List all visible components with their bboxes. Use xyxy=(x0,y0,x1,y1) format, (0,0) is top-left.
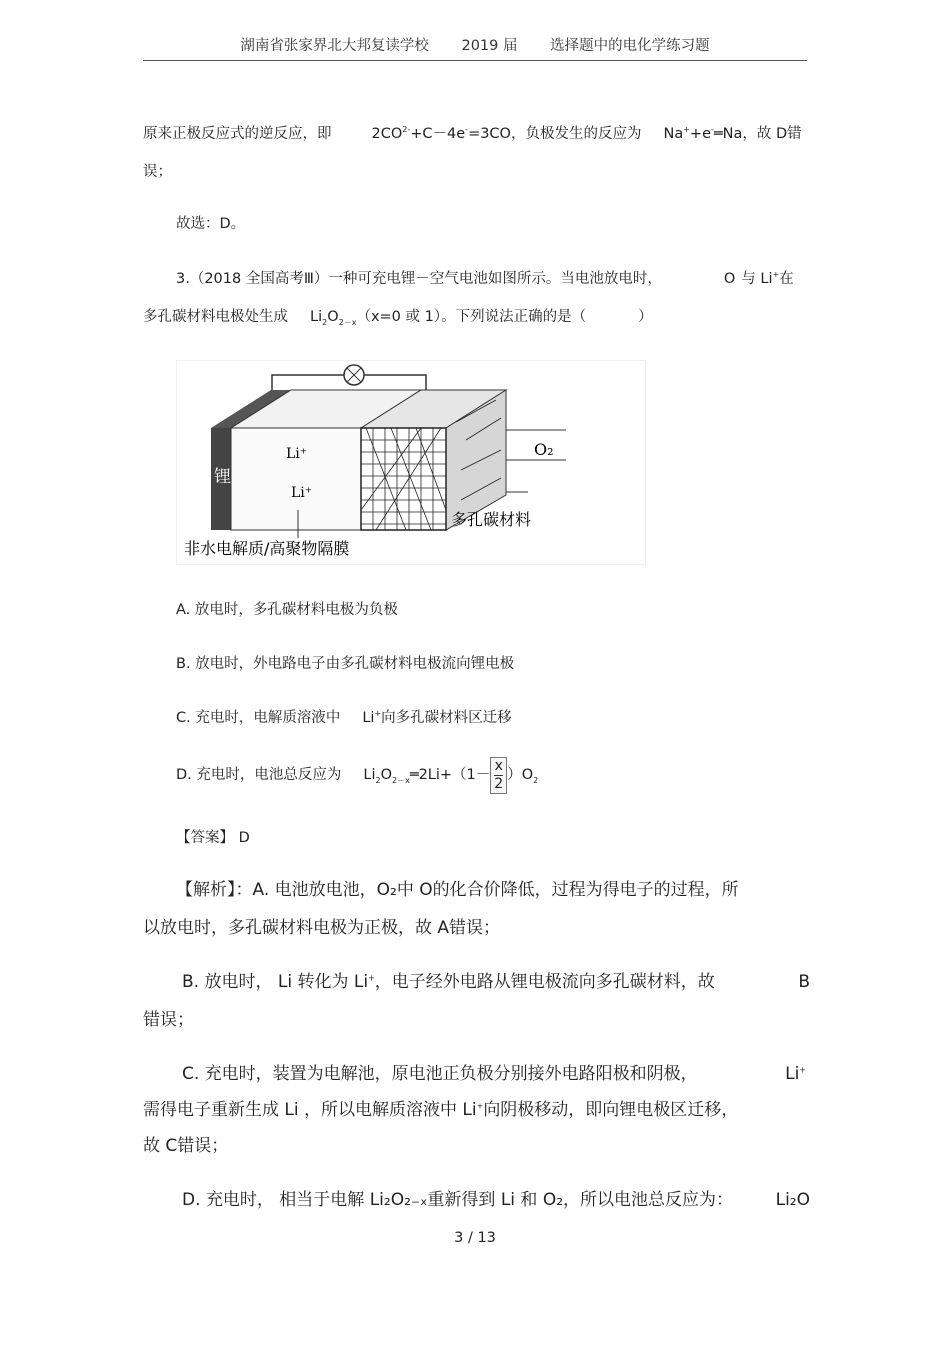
prev-line-2: 误； xyxy=(143,164,172,180)
prev-line-1: 原来正极反应式的逆反应，即 $2CO^{2-}+C-4e^-=3CO$，负极发生的反应为 Na++e-═Na，故 D错 xyxy=(143,125,802,142)
analysis-line-6: 需得电子重新生成 Li ，所以电解质溶液中 Li+向阴极移动，即向锂电极区迁移， xyxy=(143,1100,739,1120)
answer-line: 【答案】 D xyxy=(176,830,250,846)
q3-line-2: 多孔碳材料电极处生成 $Li_2O_{2-x}(x=0$ 或 1）。下列说法正确的是（ ） xyxy=(143,309,653,327)
option-b: B. 放电时，外电路电子由多孔碳材料电极流向锂电极 xyxy=(176,656,515,672)
analysis-line-3: B. 放电时， Li 转化为 Li+，电子经外电路从锂电极流向多孔碳材料，故 B xyxy=(182,972,810,992)
carbon-label: 多孔碳材料 xyxy=(451,510,532,529)
option-a: A. 放电时，多孔碳材料电极为负极 xyxy=(176,602,398,618)
option-d: D. 充电时，电池总反应为 $Li_2O_{2-x}═2Li+(1-$ $\frac{x}{2}$ ）$O_2$ xyxy=(176,757,539,792)
page-number: 3 / 13 xyxy=(454,1230,496,1246)
analysis-line-5: C. 充电时，装置为电解池，原电池正负极分别接外电路阳极和阴极， Li+ xyxy=(182,1064,806,1084)
header-year: 2019 届 xyxy=(461,38,518,54)
membrane-label: 非水电解质/高聚物隔膜 xyxy=(184,539,350,558)
page-header xyxy=(143,34,807,61)
lithium-label: 锂 xyxy=(214,467,231,487)
o2-label: O₂ xyxy=(534,440,554,459)
battery-diagram xyxy=(176,360,646,565)
li-ion-1: Li⁺ xyxy=(286,446,308,462)
prev-answer: 故选：D。 xyxy=(176,216,246,232)
option-c: C. 充电时，电解质溶液中 Li+向多孔碳材料区迁移 xyxy=(176,709,512,726)
q3-line-1: 3.（2018 全国高考Ⅲ）一种可充电锂－空气电池如图所示。当电池放电时， O 与 Li+在 xyxy=(176,270,794,287)
header-title: 选择题中的电化学练习题 xyxy=(550,38,710,54)
analysis-line-2: 以放电时，多孔碳材料电极为正极，故 A错误； xyxy=(143,918,501,938)
analysis-line-8: D. 充电时， 相当于电解 Li₂O₂₋ₓ重新得到 Li 和 O₂，所以电池总反应为： Li₂O xyxy=(182,1190,810,1210)
analysis-line-4: 错误； xyxy=(143,1010,194,1030)
li-ion-2: Li⁺ xyxy=(291,485,313,501)
electrolyte xyxy=(231,428,361,530)
header-school: 湖南省张家界北大邦复读学校 xyxy=(240,38,429,54)
analysis-line-7: 故 C错误； xyxy=(143,1136,229,1156)
fraction-x-over-2: $\frac{x}{2}$ xyxy=(490,757,507,794)
analysis-line-1: 【解析】：A. 电池放电池，O₂中 O的化合价降低，过程为得电子的过程，所 xyxy=(176,880,739,900)
